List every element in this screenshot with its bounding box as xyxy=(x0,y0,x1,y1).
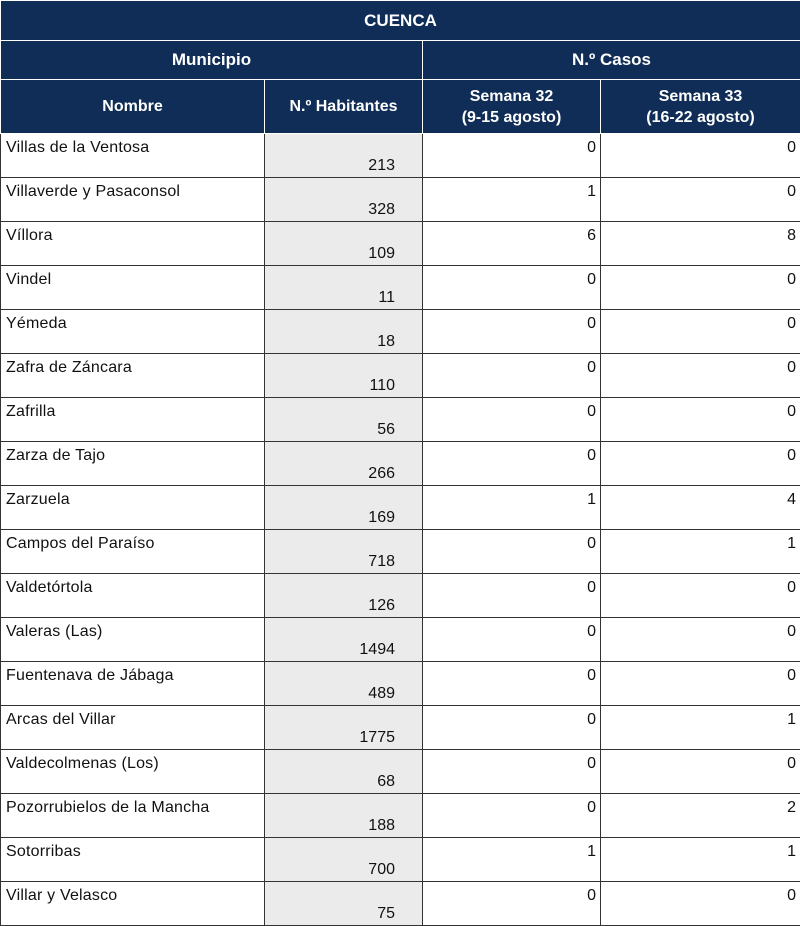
cell-semana-33: 1 xyxy=(601,706,800,750)
cell-nombre: Zarzuela xyxy=(1,486,265,530)
cell-habitantes: 1775 xyxy=(265,706,423,750)
cell-habitantes: 266 xyxy=(265,442,423,486)
table-title: CUENCA xyxy=(1,1,800,41)
table-row xyxy=(1,178,800,222)
table-row xyxy=(1,266,800,310)
cell-nombre: Villar y Velasco xyxy=(1,882,265,926)
cell-habitantes: 126 xyxy=(265,574,423,618)
cell-semana-33: 0 xyxy=(601,442,800,486)
group-header-casos: N.º Casos xyxy=(423,41,800,80)
cell-semana-32: 1 xyxy=(423,178,601,222)
table-body xyxy=(1,134,800,926)
table-row xyxy=(1,442,800,486)
cell-semana-33: 0 xyxy=(601,574,800,618)
cell-semana-32: 0 xyxy=(423,134,601,178)
column-header-semana-33 xyxy=(601,80,800,134)
cell-semana-32: 0 xyxy=(423,310,601,354)
table-row xyxy=(1,662,800,706)
cell-semana-32: 0 xyxy=(423,574,601,618)
cell-semana-32: 1 xyxy=(423,486,601,530)
table-row xyxy=(1,398,800,442)
cell-habitantes: 18 xyxy=(265,310,423,354)
cell-habitantes: 110 xyxy=(265,354,423,398)
cell-semana-33: 4 xyxy=(601,486,800,530)
cell-nombre: Sotorribas xyxy=(1,838,265,882)
table-row xyxy=(1,134,800,178)
column-header-habitantes: N.º Habitantes xyxy=(265,80,423,134)
semana-33-label: Semana 33 xyxy=(601,86,800,107)
table-row xyxy=(1,706,800,750)
cell-semana-32: 0 xyxy=(423,530,601,574)
cell-semana-33: 0 xyxy=(601,882,800,926)
group-header-municipio: Municipio xyxy=(1,41,423,80)
cell-semana-33: 2 xyxy=(601,794,800,838)
cell-habitantes: 109 xyxy=(265,222,423,266)
cell-habitantes: 188 xyxy=(265,794,423,838)
cell-nombre: Campos del Paraíso xyxy=(1,530,265,574)
table-row xyxy=(1,750,800,794)
cell-semana-33: 0 xyxy=(601,750,800,794)
cell-nombre: Víllora xyxy=(1,222,265,266)
cell-habitantes: 1494 xyxy=(265,618,423,662)
cell-semana-32: 0 xyxy=(423,662,601,706)
cell-semana-32: 6 xyxy=(423,222,601,266)
cell-semana-33: 1 xyxy=(601,530,800,574)
cell-habitantes: 328 xyxy=(265,178,423,222)
cell-nombre: Yémeda xyxy=(1,310,265,354)
column-header-nombre: Nombre xyxy=(1,80,265,134)
cell-nombre: Valeras (Las) xyxy=(1,618,265,662)
cell-semana-32: 0 xyxy=(423,354,601,398)
cell-habitantes: 700 xyxy=(265,838,423,882)
cell-semana-32: 0 xyxy=(423,618,601,662)
cell-semana-33: 0 xyxy=(601,310,800,354)
cell-semana-32: 0 xyxy=(423,882,601,926)
semana-33-dates: (16-22 agosto) xyxy=(601,107,800,128)
cell-semana-33: 0 xyxy=(601,618,800,662)
cell-nombre: Zafrilla xyxy=(1,398,265,442)
cell-semana-32: 0 xyxy=(423,750,601,794)
cell-semana-33: 0 xyxy=(601,266,800,310)
cell-semana-33: 8 xyxy=(601,222,800,266)
semana-32-dates: (9-15 agosto) xyxy=(423,107,600,128)
cell-nombre: Valdecolmenas (Los) xyxy=(1,750,265,794)
cell-semana-33: 0 xyxy=(601,354,800,398)
cell-nombre: Zarza de Tajo xyxy=(1,442,265,486)
cell-nombre: Fuentenava de Jábaga xyxy=(1,662,265,706)
cell-habitantes: 213 xyxy=(265,134,423,178)
table-row xyxy=(1,310,800,354)
cell-habitantes: 169 xyxy=(265,486,423,530)
table-row xyxy=(1,354,800,398)
column-header-semana-32 xyxy=(423,80,601,134)
cell-habitantes: 68 xyxy=(265,750,423,794)
semana-32-label: Semana 32 xyxy=(423,86,600,107)
cell-semana-33: 0 xyxy=(601,134,800,178)
table-row xyxy=(1,794,800,838)
table-row xyxy=(1,618,800,662)
cell-semana-32: 0 xyxy=(423,266,601,310)
cell-habitantes: 11 xyxy=(265,266,423,310)
cell-semana-33: 0 xyxy=(601,178,800,222)
cell-semana-32: 0 xyxy=(423,706,601,750)
cell-habitantes: 56 xyxy=(265,398,423,442)
cell-nombre: Villas de la Ventosa xyxy=(1,134,265,178)
cell-nombre: Arcas del Villar xyxy=(1,706,265,750)
table-row xyxy=(1,838,800,882)
cell-semana-32: 0 xyxy=(423,442,601,486)
cell-nombre: Villaverde y Pasaconsol xyxy=(1,178,265,222)
cell-nombre: Pozorrubielos de la Mancha xyxy=(1,794,265,838)
cell-semana-32: 0 xyxy=(423,398,601,442)
cell-habitantes: 75 xyxy=(265,882,423,926)
cell-semana-32: 1 xyxy=(423,838,601,882)
table-row xyxy=(1,530,800,574)
cell-semana-33: 1 xyxy=(601,838,800,882)
cell-habitantes: 489 xyxy=(265,662,423,706)
cell-semana-33: 0 xyxy=(601,398,800,442)
cell-nombre: Vindel xyxy=(1,266,265,310)
cell-habitantes: 718 xyxy=(265,530,423,574)
table-row xyxy=(1,486,800,530)
table-row xyxy=(1,222,800,266)
cell-semana-33: 0 xyxy=(601,662,800,706)
cell-nombre: Valdetórtola xyxy=(1,574,265,618)
cell-semana-32: 0 xyxy=(423,794,601,838)
cell-nombre: Zafra de Záncara xyxy=(1,354,265,398)
table-row xyxy=(1,574,800,618)
table-row xyxy=(1,882,800,926)
